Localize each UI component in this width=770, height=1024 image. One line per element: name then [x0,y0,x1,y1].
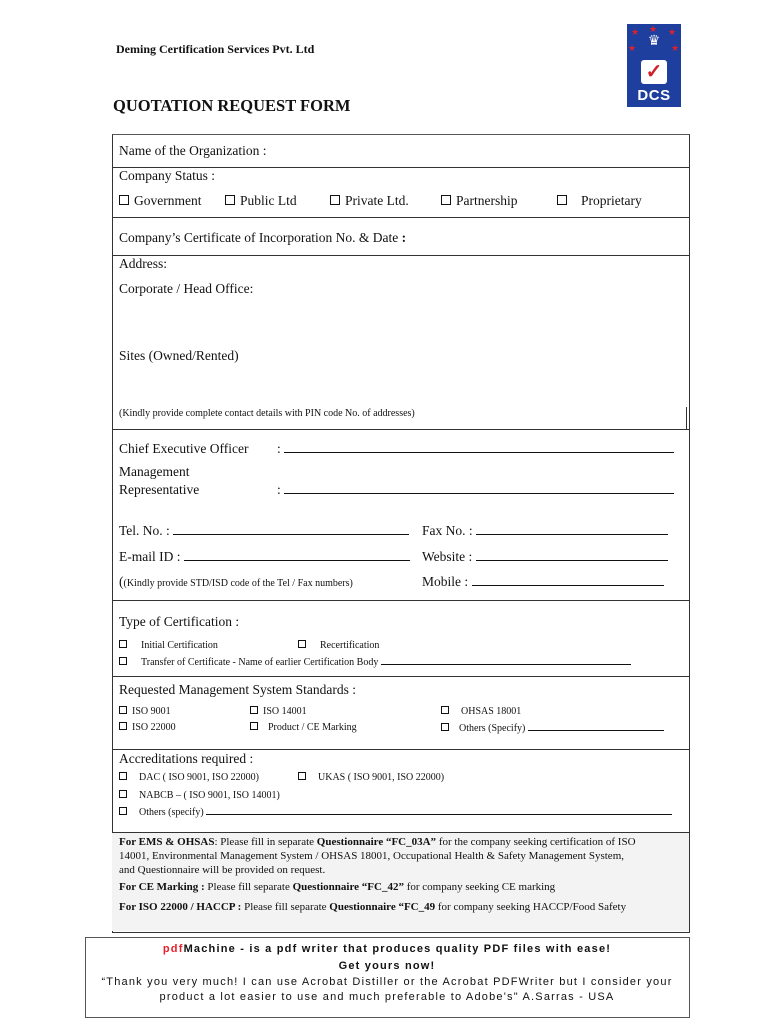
note-ems-line2: 14001, Environmental Management System / OHSAS 18001, Occupational Health & Safety Management System, [119,850,624,862]
address-note: (Kindly provide complete contact details with PIN code No. of addresses) [119,408,415,419]
std-ohsas[interactable]: OHSAS 18001 [441,706,521,717]
address-label: Address: [119,256,167,271]
cert-transfer[interactable]: Transfer of Certificate - Name of earlier Certification Body [119,656,631,668]
email-field[interactable]: E-mail ID : [119,549,410,565]
divider [112,676,689,677]
checkbox-icon[interactable] [119,706,127,714]
ceo-field[interactable]: : [277,441,674,457]
sites-label: Sites (Owned/Rented) [119,348,239,363]
acc-others[interactable]: Others (specify) [119,806,672,818]
checkbox-icon[interactable] [330,195,340,205]
divider [686,407,687,429]
cert-initial[interactable]: Initial Certification [119,640,218,651]
status-private[interactable]: Private Ltd. [330,193,409,209]
divider [112,600,689,601]
checkbox-icon[interactable] [250,706,258,714]
mr-label-2: Representative [119,482,200,497]
divider [112,255,689,256]
tel-field[interactable]: Tel. No. : [119,523,409,539]
std-iso14001[interactable]: ISO 14001 [250,706,307,717]
dcs-logo: ★ ★ ★ ★ ★ ♛ ✓ DCS [627,24,681,107]
status-public[interactable]: Public Ltd [225,193,297,209]
note-ems-line3: and Questionnaire will be provided on request. [119,864,326,876]
divider [112,217,689,218]
page-title: QUOTATION REQUEST FORM [113,96,351,115]
banner-line4: product a lot easier to use and much preferable to Adobe's" A.Sarras - USA [159,991,615,1003]
banner-line2[interactable]: Get yours now! [338,960,436,972]
checkbox-icon[interactable] [441,706,449,714]
crown-icon: ♛ [647,34,661,49]
checkbox-icon[interactable] [250,722,258,730]
note-ce: For CE Marking : Please fill separate Questionnaire “FC_42” for company seeking CE marking [119,881,556,893]
acc-dac[interactable]: DAC ( ISO 9001, ISO 22000) [119,772,259,783]
mr-field[interactable]: : [277,482,674,498]
status-government[interactable]: Government [119,193,201,209]
std-note: ((Kindly provide STD/ISD code of the Tel / Fax numbers) [119,574,353,589]
std-others[interactable]: Others (Specify) [441,722,664,734]
checkbox-icon[interactable] [119,790,127,798]
cert-recert[interactable]: Recertification [298,640,379,651]
company-status-label: Company Status : [119,168,216,183]
incorporation-label: Company’s Certificate of Incorporation No. & Date : [119,230,407,245]
checkbox-icon[interactable] [225,195,235,205]
cert-type-label: Type of Certification : [119,614,240,629]
banner-line1: pdfMachine - is a pdf writer that produces quality PDF files with ease! [162,943,612,955]
checkbox-icon[interactable] [557,195,567,205]
standards-label: Requested Management System Standards : [119,682,356,697]
logo-text: DCS [637,87,671,104]
checkbox-icon[interactable] [298,640,306,648]
std-iso9001[interactable]: ISO 9001 [119,706,171,717]
divider [112,429,689,430]
checkbox-icon[interactable] [119,640,127,648]
acc-nabcb[interactable]: NABCB – ( ISO 9001, ISO 14001) [119,790,280,801]
corporate-office-label: Corporate / Head Office: [119,281,254,296]
checkbox-icon[interactable] [119,807,127,815]
company-name: Deming Certification Services Pvt. Ltd [116,42,315,56]
checkbox-icon[interactable] [298,772,306,780]
checkbox-icon[interactable] [441,195,451,205]
checkbox-icon[interactable] [119,195,129,205]
checkbox-icon[interactable] [119,657,127,665]
checkbox-icon[interactable] [119,722,127,730]
status-proprietary[interactable]: Proprietary [557,193,642,209]
acc-ukas[interactable]: UKAS ( ISO 9001, ISO 22000) [298,772,444,783]
fax-field[interactable]: Fax No. : [422,523,668,539]
std-iso22000[interactable]: ISO 22000 [119,722,176,733]
note-ems: For EMS & OHSAS: Please fill in separate Questionnaire “FC_03A” for the company seeking certification of ISO [119,836,636,848]
checkbox-icon[interactable] [441,723,449,731]
accreditations-label: Accreditations required : [119,751,254,766]
website-field[interactable]: Website : [422,549,668,565]
mobile-field[interactable]: Mobile : [422,574,664,590]
checkmark-icon: ✓ [641,60,667,84]
org-name-label: Name of the Organization : [119,143,267,158]
checkbox-icon[interactable] [119,772,127,780]
note-iso22000: For ISO 22000 / HACCP : Please fill separate Questionnaire “FC_49 for company seeking HACCP/Food Safety [119,901,627,913]
std-ce[interactable]: Product / CE Marking [250,722,357,733]
divider [112,749,689,750]
ceo-label: Chief Executive Officer [119,441,249,456]
divider [112,832,689,833]
status-partnership[interactable]: Partnership [441,193,518,209]
banner-line3: “Thank you very much! I can use Acrobat Distiller or the Acrobat PDFWriter but I consider your [101,976,673,988]
mr-label-1: Management [119,464,190,479]
